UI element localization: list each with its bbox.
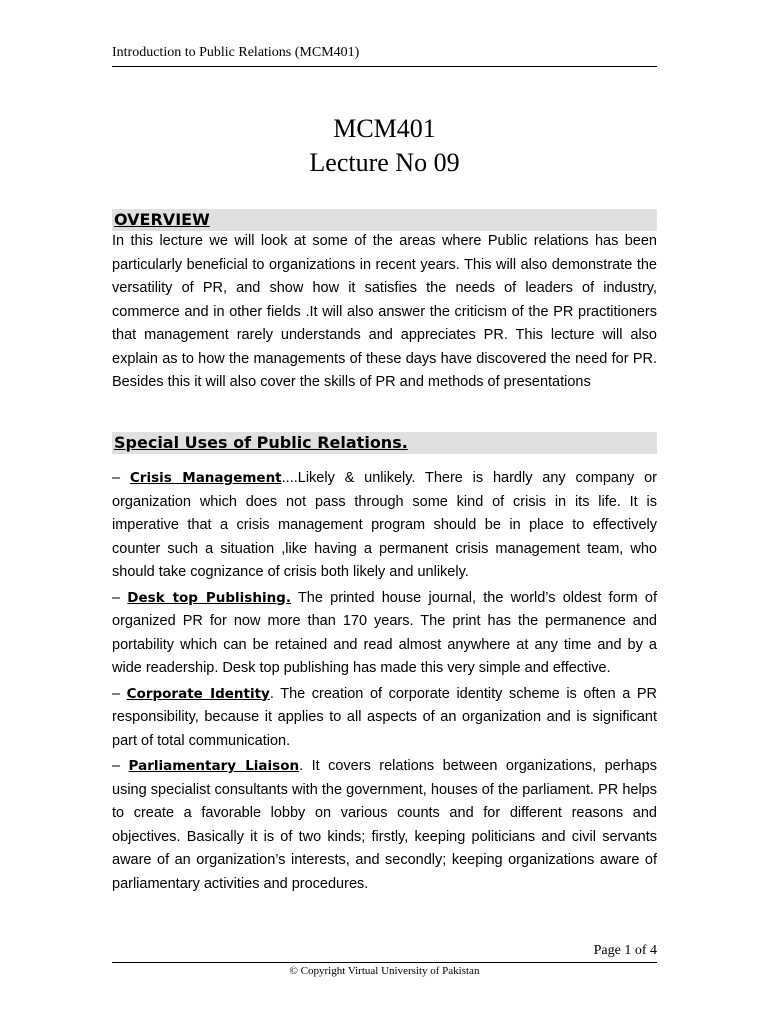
overview-paragraph: In this lecture we will look at some of the areas where Public relations has been particularly beneficial to organizations in recent years. This will also demonstrate the versatility of PR, and show how it satisfies the needs of leaders of industry, commerce and in other fields .It will also answer the criticism of the PR practitioners that management rarely understands and appreciates PR. This lecture will also explain as to how the managements of these days have discovered the need for PR. Besides this it will also cover the skills of PR and methods of presentations (112, 233, 657, 390)
term-crisis-management: Crisis Management (129, 470, 282, 486)
item-text: ....Likely & unlikely. There is hardly any company or organization which does not pass through some kind of crisis in its life. It is imperative that a crisis management program should be in place to effectively counter such a situation ,like having a permanent crisis management team, who should take cognizance of crisis both likely and unlikely. (112, 470, 657, 580)
running-header: Introduction to Public Relations (MCM401) (112, 44, 657, 67)
special-uses-list (112, 467, 657, 898)
term-parliamentary-liaison: Parliamentary Liaison (128, 758, 300, 774)
use-item-desk-top-publishing (112, 587, 657, 681)
item-text: The printed house journal, the world’s oldest form of organized PR for now more than 170 years. The print has the permanence and portability which can be retained and read almost anywhere at any time and by a wide readership. Desk top publishing has made this very simple and effective. (112, 589, 657, 676)
use-item-crisis-management (112, 467, 657, 585)
term-corporate-identity: Corporate Identity (126, 685, 270, 702)
item-dash: – (112, 470, 130, 486)
use-item-parliamentary-liaison (112, 755, 657, 896)
copyright-notice: © Copyright Virtual University of Pakistan (289, 965, 480, 977)
use-item-corporate-identity (112, 683, 657, 754)
title-block (112, 112, 657, 180)
item-text: . The creation of corporate identity scheme is often a PR responsibility, because it applies to all aspects of an organization and is significant part of total communication. (112, 685, 657, 749)
item-dash: – (112, 589, 128, 606)
item-dash: – (112, 685, 127, 702)
page-number: Page 1 of 4 (112, 942, 657, 963)
term-desk-top-publishing: Desk top Publishing. (127, 589, 291, 606)
lecture-number: Lecture No 09 (309, 148, 460, 177)
overview-heading: OVERVIEW (112, 209, 657, 231)
item-text: . It covers relations between organizations, perhaps using specialist consultants with the government, houses of the parliament. PR helps to create a favorable lobby on various counts and for different reasons and objectives. Basically it is of two kinds; firstly, keeping politicians and civil servants aware of an organization’s interests, and secondly; keeping organizations aware of parliamentary activities and procedures. (112, 758, 658, 892)
special-uses-heading: Special Uses of Public Relations. (112, 432, 657, 454)
course-code: MCM401 (333, 114, 436, 143)
item-dash: – (112, 758, 129, 774)
